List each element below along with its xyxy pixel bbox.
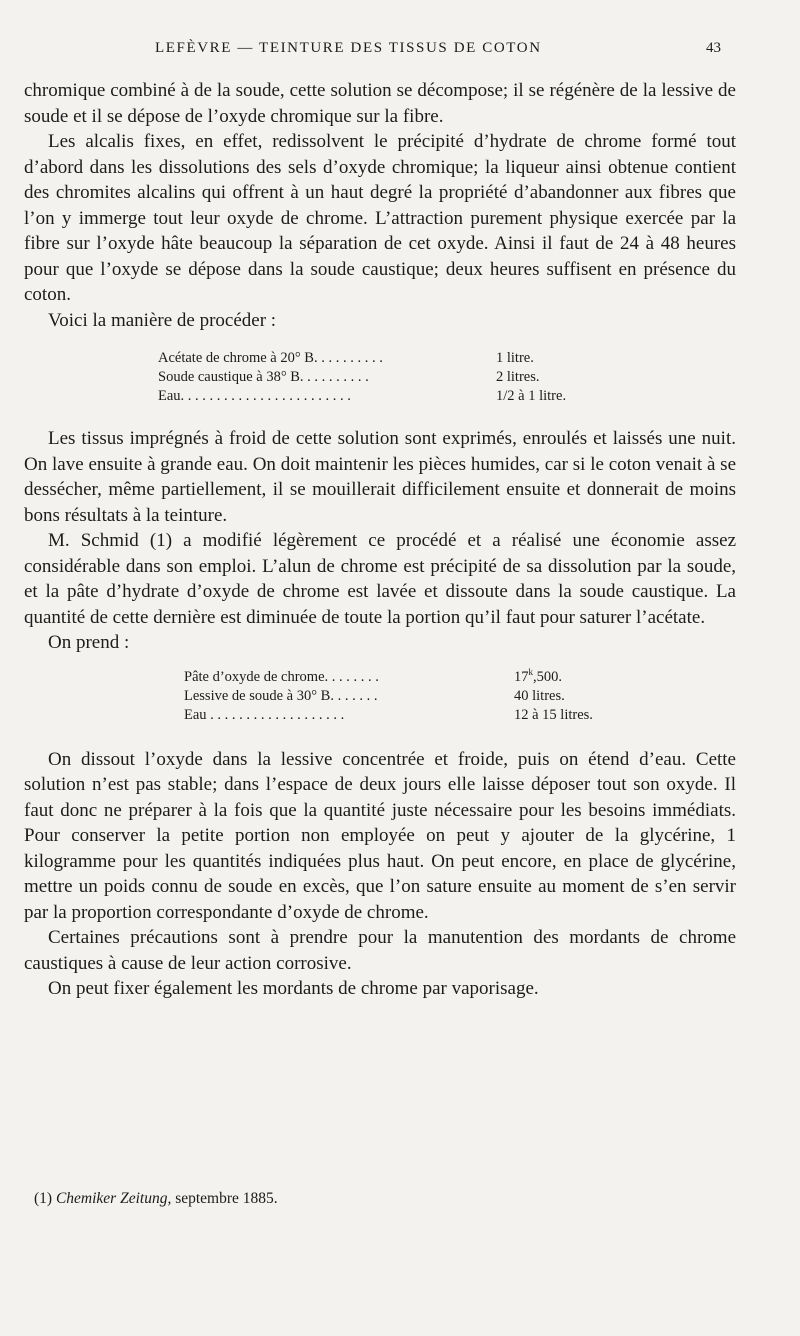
paragraph: On dissout l’oxyde dans la lessive concentrée et froide, puis on étend d’eau. Cette solution n’est pas stable; dans l’espace de deux jours elle laisse déposer tout son oxyde. Il faut donc ne préparer à la fois que la quantité juste nécessaire pour les besoins immédiats. Pour conserver la petite portion non employée on peut y ajouter de la glycérine, 1 kilogramme pour les quantités indiquées plus haut. On peut encore, en place de glycérine, mettre un poids connu de soude en excès, que l’on sature ensuite au moment de s’en servir par la proportion correspondante d’oxyde de chrome. bbox=[24, 748, 736, 923]
recipe-item: Acétate de chrome à 20° B. . . . . . . . . . bbox=[158, 350, 383, 366]
footnote-source: Chemiker Zeitung, bbox=[55, 1190, 172, 1207]
recipe-quantity: 2 litres. bbox=[496, 369, 540, 385]
recipe-quantity bbox=[514, 668, 562, 687]
recipe-item: Eau. . . . . . . . . . . . . . . . . . . . . . . . bbox=[158, 388, 351, 404]
recipe-quantity: 1/2 à 1 litre. bbox=[496, 388, 567, 404]
recipe-row bbox=[158, 368, 736, 387]
body-text bbox=[24, 78, 736, 1002]
paragraph: Les alcalis fixes, en effet, redissolvent le précipité d’hydrate de chrome formé tout d’abord dans les dissolutions des sels d’oxyde chromique; la liqueur ainsi obtenue contient des chromites alcalins qui offrent à un haut degré la propriété d’abandonner aux fibres que l’on y immerge tout leur oxyde de chrome. L’attraction purement physique exercée par la fibre sur l’oxyde hâte beaucoup la séparation de cet oxyde. Ainsi il faut de 24 à 48 heures pour que l’oxyde se dépose dans la soude caustique; deux heures suffisent en présence du coton. bbox=[24, 131, 736, 305]
recipe-row bbox=[184, 706, 736, 725]
recipe-item: Pâte d’oxyde de chrome. . . . . . . . bbox=[184, 668, 379, 685]
recipe-item: Lessive de soude à 30° B. . . . . . . bbox=[184, 687, 378, 704]
recipe-quantity: 12 à 15 litres. bbox=[514, 706, 593, 723]
footnote bbox=[34, 1190, 278, 1208]
paragraph: On prend : bbox=[48, 632, 130, 653]
paragraph: Les tissus imprégnés à froid de cette solution sont exprimés, enroulés et laissés une nuit. On lave ensuite à grande eau. On doit maintenir les pièces humides, car si le coton venait à se dessécher, même partiellement, il se mouillerait difficilement ensuite et donnerait de moins bons résultats à la teinture. bbox=[24, 428, 736, 526]
recipe-row bbox=[158, 349, 736, 368]
page-number: 43 bbox=[706, 40, 721, 56]
running-title: LEFÈVRE — TEINTURE DES TISSUS DE COTON bbox=[155, 40, 542, 56]
recipe-table-1 bbox=[24, 349, 736, 406]
paragraph: Voici la manière de procéder : bbox=[48, 309, 277, 331]
footnote-date: septembre 1885. bbox=[175, 1190, 278, 1207]
quantity-main: 17 bbox=[514, 668, 529, 685]
recipe-table-2 bbox=[24, 668, 736, 725]
paragraph: chromique combiné à de la soude, cette solution se décompose; il se régénère de la lessive de soude et il se dépose de l’oxyde chromique sur la fibre. bbox=[24, 80, 736, 127]
paragraph: M. Schmid (1) a modifié légèrement ce procédé et a réalisé une économie assez considérable dans son emploi. L’alun de chrome est précipité de sa dissolution par la soude, et la pâte d’hydrate d’oxyde de chrome est lavée et dissoute dans la soude caustique. La quantité de cette dernière est diminuée de toute la portion qu’il faut pour saturer l’acétate. bbox=[24, 530, 736, 628]
recipe-quantity: 1 litre. bbox=[496, 350, 534, 366]
recipe-quantity: 40 litres. bbox=[514, 687, 565, 704]
recipe-item: Soude caustique à 38° B. . . . . . . . . . bbox=[158, 369, 369, 385]
recipe-item: Eau . . . . . . . . . . . . . . . . . . . bbox=[184, 706, 345, 723]
quantity-unit: k bbox=[528, 666, 533, 677]
recipe-row bbox=[184, 687, 736, 706]
paragraph: On peut fixer également les mordants de chrome par vaporisage. bbox=[48, 978, 539, 999]
paragraph: Certaines précautions sont à prendre pour la manutention des mordants de chrome caustiques à cause de leur action corrosive. bbox=[24, 927, 736, 974]
recipe-row bbox=[158, 387, 736, 406]
footnote-marker: (1) bbox=[34, 1190, 53, 1207]
quantity-decimal: ,500. bbox=[533, 668, 562, 685]
recipe-row bbox=[184, 668, 736, 687]
